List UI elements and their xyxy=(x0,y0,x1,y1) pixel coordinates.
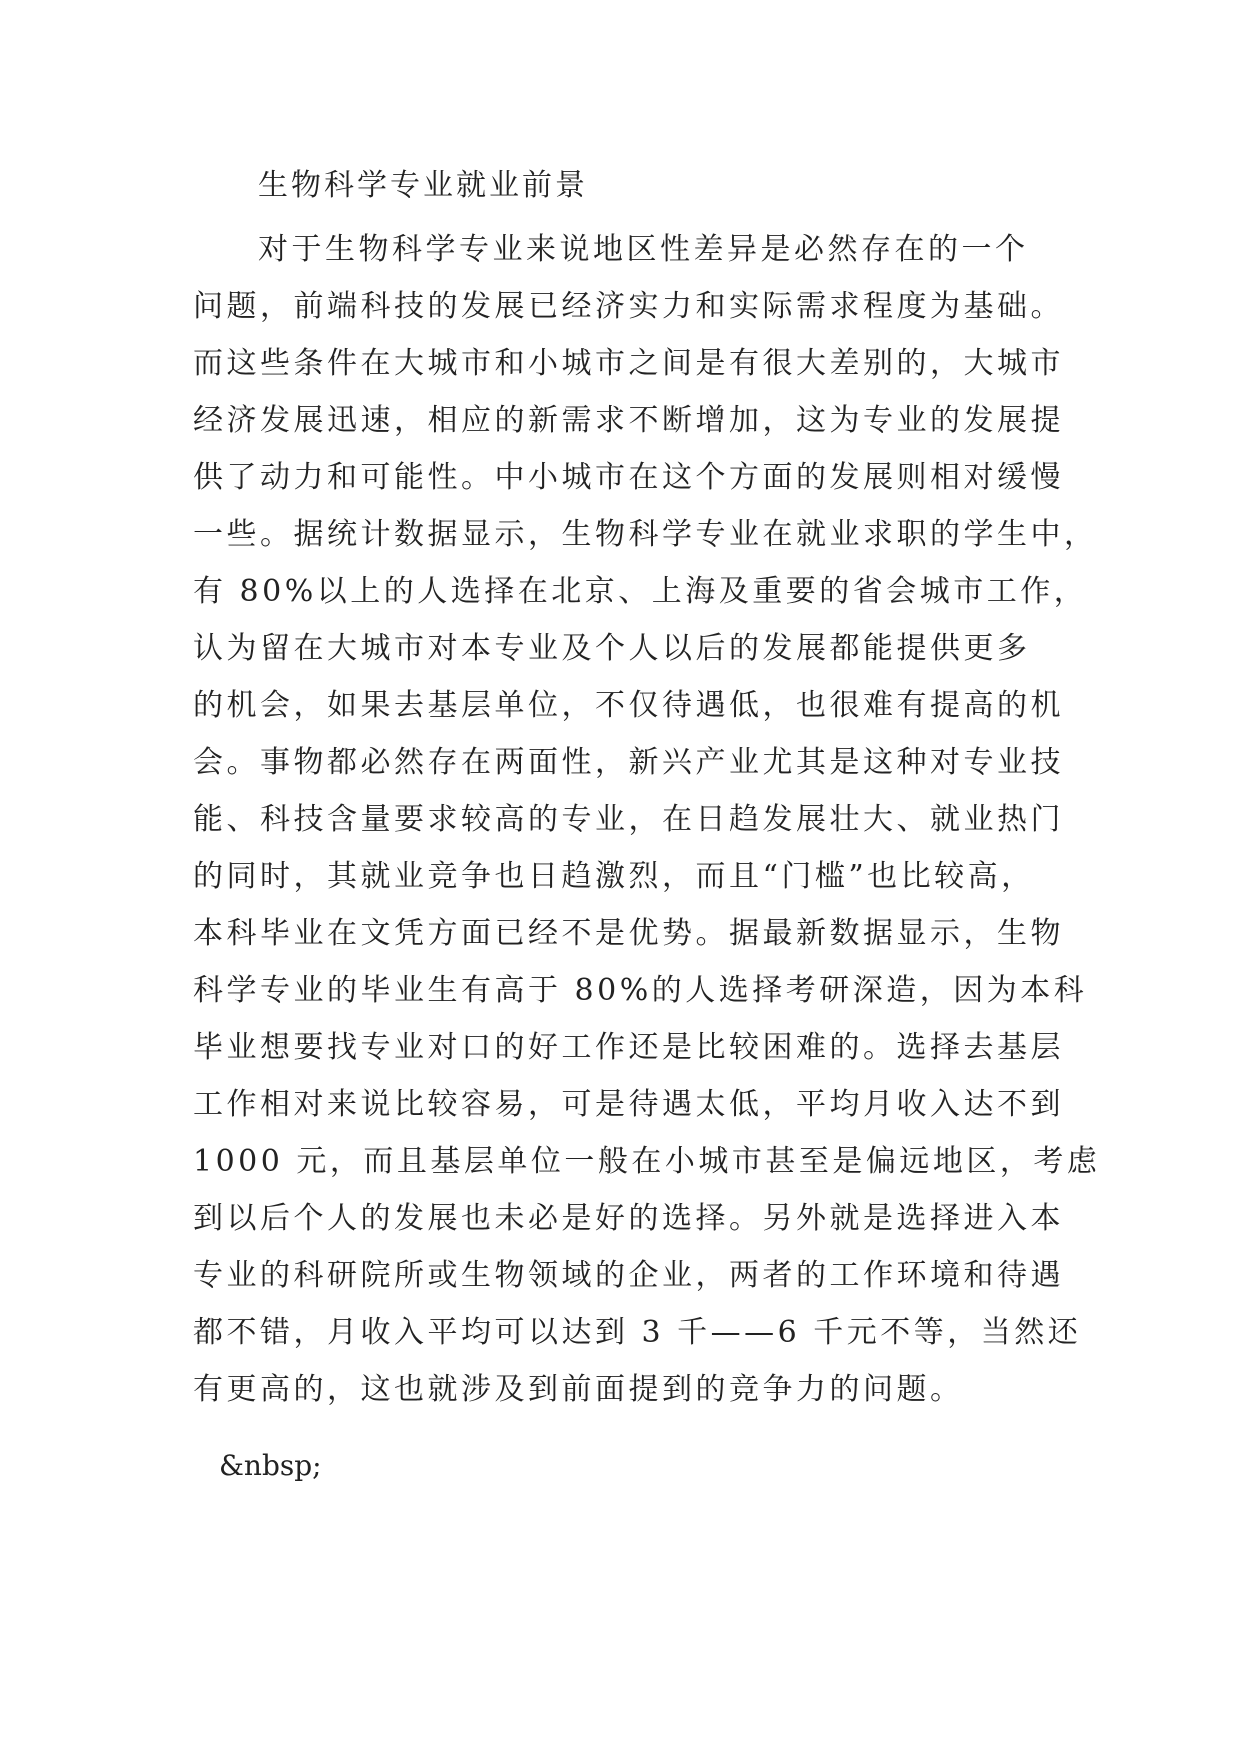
paragraph-line: 对于生物科学专业来说地区性差异是必然存在的一个 xyxy=(258,232,1029,267)
paragraph-line: 会。事物都必然存在两面性，新兴产业尤其是这种对专业技 xyxy=(193,745,1064,780)
paragraph-line: 工作相对来说比较容易，可是待遇太低，平均月收入达不到 xyxy=(193,1087,1064,1122)
paragraph-line: 1000 元，而且基层单位一般在小城市甚至是偏远地区，考虑 xyxy=(193,1144,1101,1179)
paragraph-line: 认为留在大城市对本专业及个人以后的发展都能提供更多 xyxy=(193,631,1031,666)
paragraph-line: 有 80%以上的人选择在北京、上海及重要的省会城市工作， xyxy=(193,574,1088,609)
paragraph-line: 而这些条件在大城市和小城市之间是有很大差别的，大城市 xyxy=(193,346,1064,381)
paragraph-line: 问题，前端科技的发展已经济实力和实际需求程度为基础。 xyxy=(193,289,1064,324)
paragraph-line: 一些。据统计数据显示，生物科学专业在就业求职的学生中， xyxy=(193,517,1098,552)
trailing-entity-text: &nbsp; xyxy=(219,1449,322,1482)
paragraph-line: 本科毕业在文凭方面已经不是优势。据最新数据显示，生物 xyxy=(193,916,1064,951)
paragraph-line: 专业的科研院所或生物领域的企业，两者的工作环境和待遇 xyxy=(193,1258,1064,1293)
document-title: 生物科学专业就业前景 xyxy=(258,168,588,203)
paragraph-line: 经济发展迅速，相应的新需求不断增加，这为专业的发展提 xyxy=(193,403,1064,438)
paragraph-line: 都不错，月收入平均可以达到 3 千——6 千元不等，当然还 xyxy=(193,1315,1082,1350)
paragraph-line: 的同时，其就业竞争也日趋激烈，而且“门槛”也比较高， xyxy=(193,859,1035,894)
paragraph-line: 科学专业的毕业生有高于 80%的人选择考研深造，因为本科 xyxy=(193,973,1088,1008)
paragraph-line: 到以后个人的发展也未必是好的选择。另外就是选择进入本 xyxy=(193,1201,1064,1236)
paragraph-line: 能、科技含量要求较高的专业，在日趋发展壮大、就业热门 xyxy=(193,802,1064,837)
paragraph-line: 的机会，如果去基层单位，不仅待遇低，也很难有提高的机 xyxy=(193,688,1064,723)
paragraph-line: 毕业想要找专业对口的好工作还是比较困难的。选择去基层 xyxy=(193,1030,1064,1065)
paragraph-line: 有更高的，这也就涉及到前面提到的竞争力的问题。 xyxy=(193,1372,964,1407)
paragraph-line: 供了动力和可能性。中小城市在这个方面的发展则相对缓慢 xyxy=(193,460,1064,495)
